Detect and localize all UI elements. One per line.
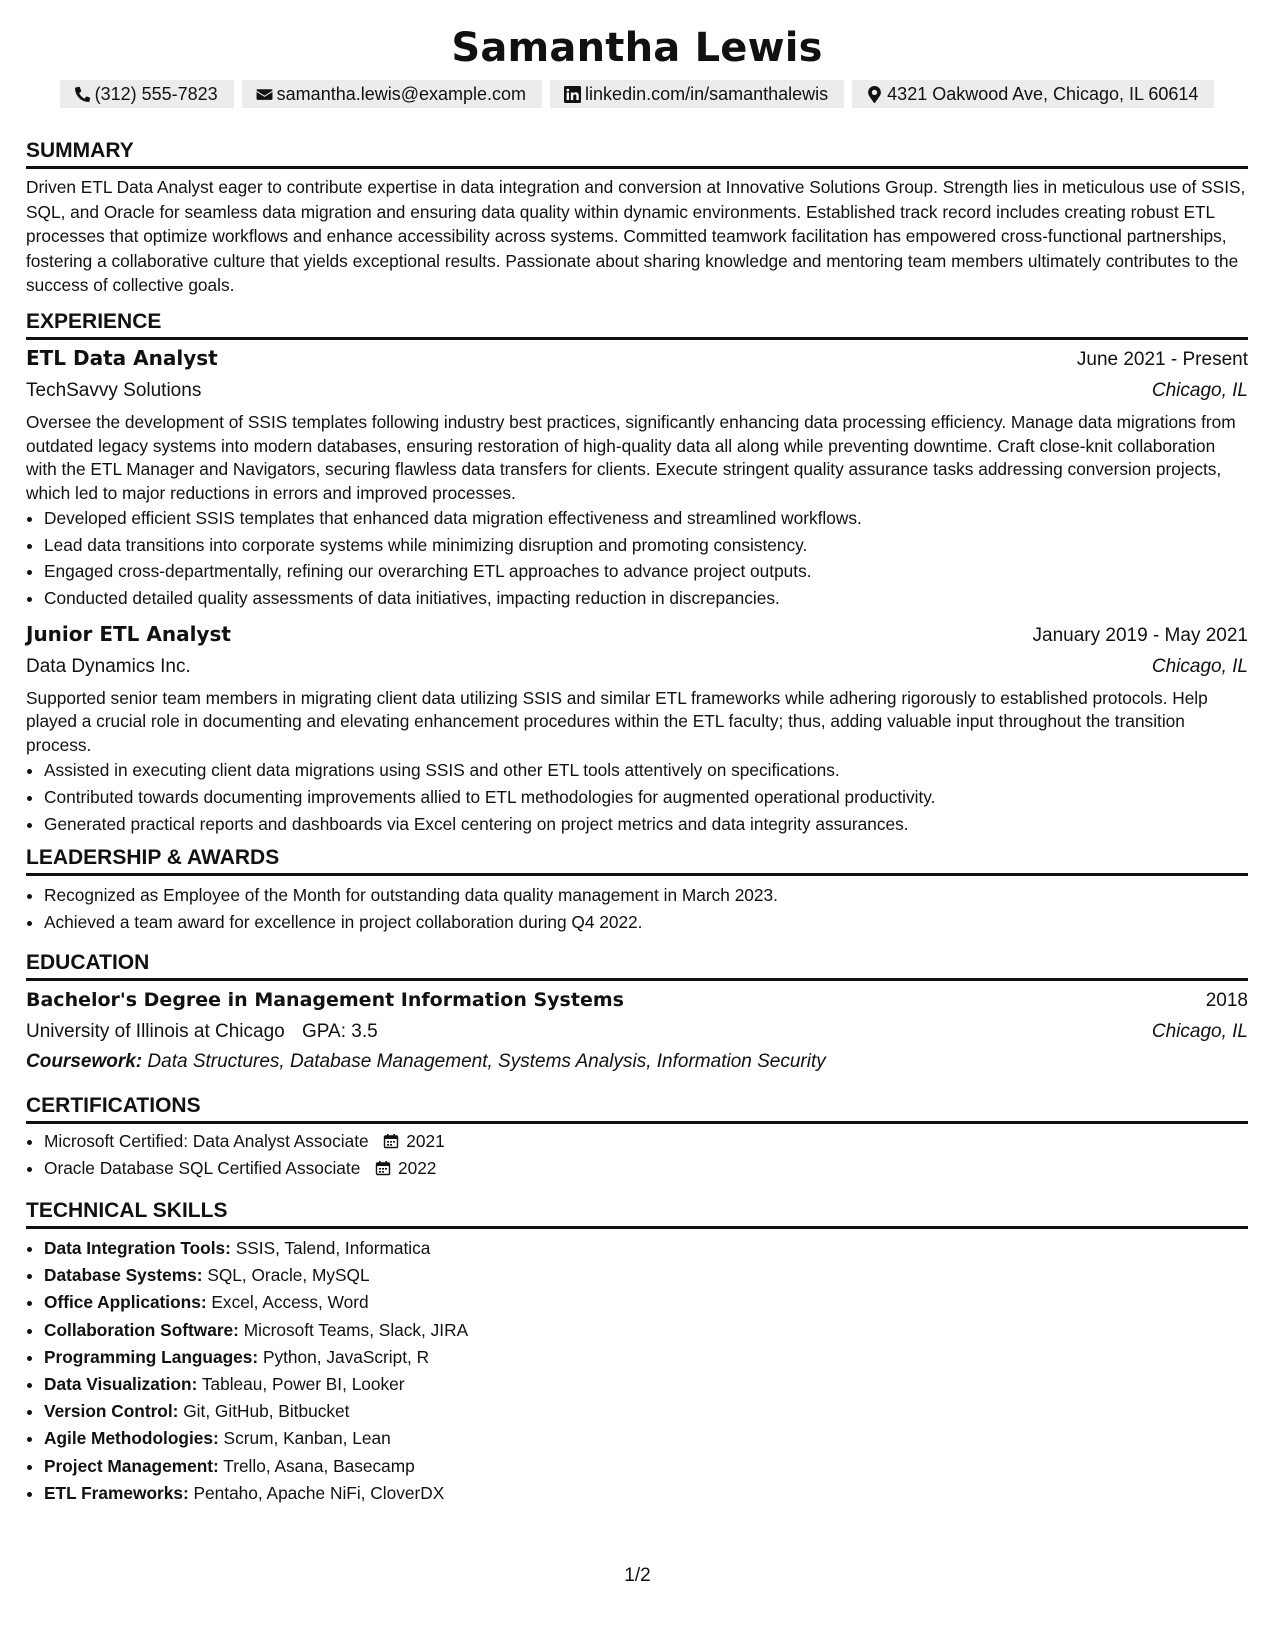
skill-values: Excel, Access, Word [211, 1292, 369, 1313]
skill-values: Git, GitHub, Bitbucket [183, 1401, 350, 1422]
list-item: • Contributed towards documenting improvements allied to ETL methodologies for augmented operational productivity. [44, 784, 1248, 811]
skills-list [26, 1235, 1248, 1507]
skill-category: Database Systems: [44, 1265, 203, 1286]
job-title: Junior ETL Analyst [26, 621, 231, 646]
skill-category: Data Visualization: [44, 1374, 198, 1395]
list-item: • Achieved a team award for excellence in project collaboration during Q4 2022. [44, 909, 1248, 936]
list-item [44, 1480, 1248, 1507]
list-item: • Recognized as Employee of the Month for outstanding data quality management in March 2023. [44, 882, 1248, 909]
list-item: • Generated practical reports and dashboards via Excel centering on project metrics and data integrity assurances. [44, 811, 1248, 838]
leadership-section [26, 845, 1248, 935]
job-dates: January 2019 - May 2021 [1032, 624, 1248, 646]
contact-linkedin[interactable] [550, 80, 844, 108]
skills-section [26, 1198, 1248, 1507]
contact-bar [26, 80, 1248, 108]
skill-category: Project Management: [44, 1455, 219, 1476]
skill-category: Agile Methodologies: [44, 1428, 219, 1449]
job-description: Supported senior team members in migrating client data utilizing SSIS and similar ETL frameworks while adhering rigorously to established protocols. Help played a crucial role in documenting and elevating enhancement procedures within the ETL faculty; thus, adding valuable input throughout the transition process. [26, 687, 1208, 755]
gpa: GPA: 3.5 [302, 1021, 378, 1042]
contact-email[interactable] [242, 80, 542, 108]
skill-category: Office Applications: [44, 1292, 207, 1313]
job-location: Chicago, IL [1151, 380, 1248, 401]
certifications-list [26, 1128, 1248, 1181]
address-text: 4321 Oakwood Ave, Chicago, IL 60614 [887, 84, 1199, 104]
skill-values: Microsoft Teams, Slack, JIRA [243, 1319, 469, 1340]
skill-values: Tableau, Power BI, Looker [201, 1374, 405, 1395]
calendar-icon [375, 1160, 391, 1176]
skill-values: SSIS, Talend, Informatica [235, 1238, 431, 1258]
list-item: • Conducted detailed quality assessments of data initiatives, impacting reduction in discrepancies. [44, 585, 1248, 612]
job-description: Oversee the development of SSIS templates following industry best practices, significantly enhancing data processing efficiency. Manage data migrations from outdated legacy systems into modern databases, ensuring restoration of high-quality data all along while preventing downtime. Craft close-knit collaboration with the ETL Manager and Navigators, securing flawless data transfers for clients. Execute stringent quality assurance tasks addressing conversion projects, which led to major reductions in errors and improved processes. [26, 412, 1236, 503]
summary-text: Driven ETL Data Analyst eager to contribute expertise in data integration and conversion at Innovative Solutions Group. Strength lies in meticulous use of SSIS, SQL, and Oracle for seamless data migration and ensuring data quality within dynamic environments. Established track record includes creating robust ETL processes that optimize workflows and enhance accessibility across systems. Committed teamwork facilitation has empowered cross-functional partnerships, fostering a collaborative culture that yields exceptional results. Passionate about sharing knowledge and mentoring team members ultimately contributes to the success of collective goals. [26, 177, 1246, 295]
map-pin-icon [866, 86, 883, 103]
phone-icon [74, 86, 91, 103]
job-entry [26, 343, 1248, 612]
list-item [44, 1425, 1248, 1452]
certification-year: 2021 [406, 1131, 445, 1151]
education-section [26, 950, 1248, 1076]
experience-heading: EXPERIENCE [26, 309, 1248, 340]
phone-text: (312) 555-7823 [94, 84, 218, 104]
skill-category: Version Control: [44, 1401, 179, 1422]
summary-section [26, 138, 1248, 298]
skill-values: Python, JavaScript, R [262, 1346, 430, 1367]
coursework-list: Data Structures, Database Management, Systems Analysis, Information Security [147, 1051, 826, 1072]
list-item [44, 1453, 1248, 1480]
skill-category: Collaboration Software: [44, 1319, 239, 1340]
list-item: • Assisted in executing client data migrations using SSIS and other ETL tools attentively on specifications. [44, 757, 1248, 784]
job-bullets [26, 757, 1248, 837]
certification-name: Microsoft Certified: Data Analyst Associate [44, 1131, 369, 1151]
coursework-label: Coursework: [26, 1051, 143, 1072]
experience-section [26, 309, 1248, 837]
list-item [44, 1398, 1248, 1425]
list-item [44, 1289, 1248, 1316]
summary-heading: SUMMARY [26, 138, 1248, 169]
job-entry [26, 619, 1248, 838]
certification-year: 2022 [397, 1157, 437, 1178]
skill-values: Pentaho, Apache NiFi, CloverDX [193, 1482, 445, 1503]
skill-category: ETL Frameworks: [44, 1482, 189, 1503]
email-text: samantha.lewis@example.com [276, 84, 527, 104]
list-item [44, 1371, 1248, 1398]
contact-phone [60, 80, 234, 108]
list-item [44, 1128, 1248, 1155]
envelope-icon [256, 86, 273, 103]
certifications-section [26, 1093, 1248, 1181]
job-company: TechSavvy Solutions [26, 380, 202, 401]
resume-page [26, 22, 1248, 1503]
job-location: Chicago, IL [1151, 655, 1248, 677]
skill-values: SQL, Oracle, MySQL [207, 1265, 370, 1286]
linkedin-icon [564, 86, 581, 103]
certifications-heading: CERTIFICATIONS [26, 1093, 1248, 1124]
coursework [26, 1048, 1248, 1076]
list-item [44, 1155, 1248, 1182]
skill-category: Data Integration Tools: [44, 1238, 231, 1258]
list-item: • Engaged cross-departmentally, refining our overarching ETL approaches to advance project outputs. [44, 558, 1248, 585]
school-location: Chicago, IL [1151, 1021, 1248, 1042]
skill-values: Trello, Asana, Basecamp [223, 1455, 415, 1476]
list-item [44, 1262, 1248, 1289]
skills-heading: TECHNICAL SKILLS [26, 1198, 1248, 1229]
page-number: 1/2 [624, 1565, 651, 1586]
graduation-year: 2018 [1205, 990, 1248, 1011]
leadership-heading: LEADERSHIP & AWARDS [26, 845, 1248, 876]
job-bullets [26, 505, 1248, 612]
degree-title: Bachelor's Degree in Management Information Systems [26, 989, 624, 1011]
skill-values: Scrum, Kanban, Lean [223, 1428, 391, 1449]
list-item [44, 1344, 1248, 1371]
job-dates: June 2021 - Present [1076, 349, 1248, 370]
contact-address [852, 80, 1214, 108]
list-item [44, 1317, 1248, 1344]
leadership-list [26, 882, 1248, 935]
school-name: University of Illinois at Chicago [26, 1021, 285, 1042]
education-heading: EDUCATION [26, 950, 1248, 981]
list-item [44, 1235, 1248, 1262]
list-item: • Lead data transitions into corporate systems while minimizing disruption and promoting consistency. [44, 532, 1248, 559]
certification-name: Oracle Database SQL Certified Associate [44, 1157, 361, 1178]
list-item: • Developed efficient SSIS templates that enhanced data migration effectiveness and streamlined workflows. [44, 505, 1248, 532]
candidate-name: Samantha Lewis [451, 25, 823, 71]
linkedin-text: linkedin.com/in/samanthalewis [585, 84, 829, 104]
job-title: ETL Data Analyst [26, 346, 218, 370]
skill-category: Programming Languages: [44, 1346, 259, 1367]
job-company: Data Dynamics Inc. [26, 655, 191, 677]
calendar-icon [383, 1133, 399, 1149]
